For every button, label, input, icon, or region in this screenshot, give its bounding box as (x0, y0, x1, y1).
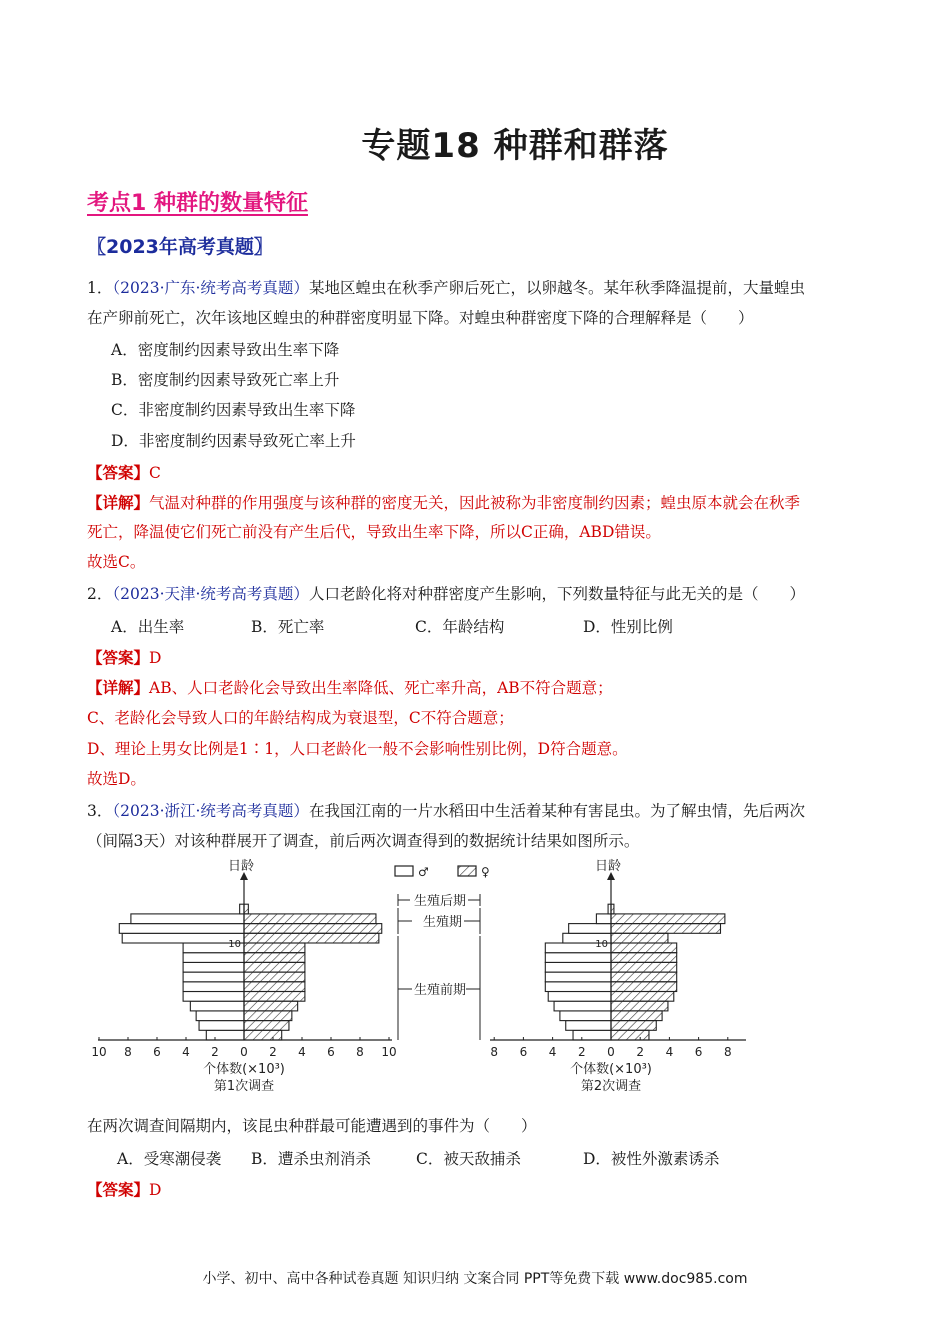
legend-male-swatch (395, 866, 413, 876)
male-bar (183, 992, 244, 1002)
legend-male-label: ♂ (418, 865, 429, 879)
chart-title: 第1次调查 (213, 1079, 275, 1094)
male-bar (183, 962, 244, 972)
female-bar (244, 1021, 289, 1031)
q3-number: 3． (87, 802, 113, 820)
x-tick-label: 2 (269, 1045, 277, 1059)
page-title: 专题18 种群和群落 (361, 126, 669, 166)
q3-source: （2023·浙江·统考高考真题） (112, 802, 309, 820)
x-tick-label: 6 (327, 1045, 335, 1059)
female-bar (611, 1021, 656, 1031)
male-bar (183, 972, 244, 982)
male-bar (190, 1001, 244, 1011)
legend-female-label: ♀ (481, 865, 490, 879)
q2-answer-label: 【答案】 (87, 648, 150, 667)
y-tick-label: 10 (595, 939, 608, 950)
q1-option-a: A．密度制约因素导致出生率下降 (111, 341, 340, 359)
q3-option-c: C．被天敌捕杀 (416, 1150, 521, 1168)
q1-detail-line2: 死亡，降温使它们死亡前没有产生后代，导致出生率下降，所以C正确，ABD错误。 (87, 523, 661, 541)
x-tick-label: 2 (636, 1045, 645, 1059)
legend-female-swatch (458, 866, 476, 876)
q3-age-pyramid-figure (80, 856, 780, 1111)
x-tick-label: 8 (124, 1045, 132, 1059)
female-bar (611, 962, 677, 972)
chart-2 (490, 856, 746, 1094)
x-tick-label: 0 (240, 1045, 248, 1059)
q2-option-a: A．出生率 (111, 618, 185, 636)
q1-detail-label: 【详解】 (87, 493, 150, 512)
female-bar (244, 1030, 282, 1040)
female-bar (244, 933, 379, 943)
chart-1 (91, 856, 396, 1094)
q2-detail-label: 【详解】 (87, 678, 150, 697)
female-bar (244, 972, 305, 982)
x-tick-label: 4 (298, 1045, 306, 1059)
x-tick-label: 8 (723, 1045, 732, 1059)
male-bar (548, 992, 611, 1002)
male-bar (545, 982, 611, 992)
x-axis-label: 个体数(×10³) (570, 1062, 652, 1077)
male-bar (545, 972, 611, 982)
q2-stem (87, 584, 805, 604)
chart-title: 第2次调查 (580, 1079, 642, 1094)
q2-number: 2． (87, 585, 113, 603)
male-bar (566, 1021, 611, 1031)
female-bar (611, 972, 677, 982)
stage-bracket-pre (398, 936, 480, 1040)
q2-option-b: B．死亡率 (251, 618, 325, 636)
q2-detail-line2: C、老龄化会导致人口的年龄结构成为衰退型，C不符合题意； (87, 709, 514, 727)
male-bar (573, 1030, 611, 1040)
female-bar (244, 962, 305, 972)
y-axis-label: 日龄 (228, 859, 255, 874)
q2-conclusion: 故选D。 (87, 770, 146, 788)
male-bar (183, 982, 244, 992)
q3-option-b: B．遭杀虫剂消杀 (251, 1150, 371, 1168)
q2-answer-value: D (149, 649, 162, 667)
q3-option-d: D．被性外激素诱杀 (583, 1150, 720, 1168)
male-bar (545, 962, 611, 972)
q1-detail-text-1: 气温对种群的作用强度与该种群的密度无关，因此被称为非密度制约因素；蝗虫原本就会在秋季 (149, 494, 801, 512)
male-bar (122, 933, 244, 943)
male-bar (131, 914, 244, 924)
female-bar (611, 1001, 668, 1011)
x-tick-label: 2 (577, 1045, 586, 1059)
q2-detail-line3: D、理论上男女比例是1∶1，人口老龄化一般不会影响性别比例，D符合题意。 (87, 740, 628, 758)
q2-answer (87, 648, 161, 668)
q3-stem-line2: （间隔3天）对该种群展开了调查，前后两次调查得到的数据统计结果如图所示。 (87, 832, 640, 850)
male-bar (240, 904, 244, 914)
female-bar (611, 1030, 649, 1040)
male-bar (545, 953, 611, 963)
q1-option-d: D．非密度制约因素导致死亡率上升 (111, 432, 356, 450)
male-bar (569, 924, 611, 934)
male-bar (119, 924, 244, 934)
male-bar (554, 1001, 611, 1011)
q1-text-1: 某地区蝗虫在秋季产卵后死亡，以卵越冬。某年秋季降温提前，大量蝗虫 (308, 279, 805, 297)
female-bar (611, 933, 668, 943)
female-bar (244, 943, 305, 953)
female-bar (244, 924, 382, 934)
x-tick-label: 2 (211, 1045, 219, 1059)
q1-stem-line1 (87, 278, 805, 298)
x-tick-label: 10 (91, 1045, 107, 1059)
female-bar (244, 914, 376, 924)
q2-source: （2023·天津·统考高考真题） (112, 585, 309, 603)
y-tick-label: 10 (228, 939, 241, 950)
section-heading: 考点1 种群的数量特征 (87, 191, 308, 216)
q3-answer-label: 【答案】 (87, 1180, 150, 1199)
q3-stem-line1 (87, 801, 805, 821)
x-tick-label: 8 (356, 1045, 364, 1059)
q1-number: 1． (87, 279, 113, 297)
female-bar (611, 1011, 662, 1021)
stage-label-pre-reproductive: 生殖前期 (414, 983, 467, 998)
q1-conclusion: 故选C。 (87, 553, 146, 571)
male-bar (183, 953, 244, 963)
female-bar (611, 992, 674, 1002)
x-tick-label: 4 (548, 1045, 557, 1059)
q1-stem-line2: 在产卵前死亡，次年该地区蝗虫的种群密度明显下降。对蝗虫种群密度下降的合理解释是（ ） (87, 309, 754, 327)
male-bar (199, 1021, 244, 1031)
x-tick-label: 6 (519, 1045, 528, 1059)
male-bar (196, 1011, 244, 1021)
y-axis-label: 日龄 (595, 859, 622, 874)
female-bar (244, 953, 305, 963)
male-bar (596, 914, 611, 924)
female-bar (244, 904, 248, 914)
female-bar (244, 982, 305, 992)
q1-detail-line1 (87, 493, 800, 513)
female-bar (244, 1011, 292, 1021)
stage-bracket-post (398, 893, 480, 909)
q1-source: （2023·广东·统考高考真题） (112, 279, 309, 297)
female-bar (611, 943, 677, 953)
female-bar (244, 1001, 298, 1011)
q2-detail-text-1: AB、人口老龄化会导致出生率降低、死亡率升高，AB不符合题意； (149, 679, 613, 697)
subsection-heading: 〖2023年高考真题〗 (87, 236, 273, 258)
q2-option-c: C．年龄结构 (415, 618, 505, 636)
female-bar (611, 982, 677, 992)
female-bar (611, 914, 725, 924)
stage-label-reproductive: 生殖期 (423, 915, 463, 930)
q1-answer (87, 463, 161, 483)
q1-option-c: C．非密度制约因素导致出生率下降 (111, 401, 356, 419)
x-tick-label: 4 (182, 1045, 190, 1059)
q1-answer-value: C (149, 464, 161, 482)
female-bar (244, 992, 305, 1002)
q1-option-b: B．密度制约因素导致死亡率上升 (111, 371, 340, 389)
q2-text: 人口老龄化将对种群密度产生影响，下列数量特征与此无关的是（ ） (308, 585, 805, 603)
x-tick-label: 4 (665, 1045, 674, 1059)
q2-option-d: D．性别比例 (583, 618, 673, 636)
x-axis-label: 个体数(×10³) (203, 1062, 285, 1077)
q3-question: 在两次调查间隔期内，该昆虫种群最可能遭遇到的事件为（ ） (87, 1117, 537, 1135)
x-tick-label: 10 (381, 1045, 397, 1059)
stage-bracket-reproductive (398, 908, 480, 934)
x-tick-label: 6 (694, 1045, 703, 1059)
q3-answer (87, 1180, 161, 1200)
page-footer: 小学、初中、高中各种试卷真题 知识归纳 文案合同 PPT等免费下载 www.doc985.com (202, 1271, 748, 1287)
q3-text-1: 在我国江南的一片水稻田中生活着某种有害昆虫。为了解虫情，先后两次 (308, 802, 805, 820)
x-tick-label: 8 (490, 1045, 499, 1059)
q3-answer-value: D (149, 1181, 162, 1199)
x-tick-label: 6 (153, 1045, 161, 1059)
q1-answer-label: 【答案】 (87, 463, 150, 482)
q3-option-a: A．受寒潮侵袭 (117, 1150, 222, 1168)
female-bar (611, 953, 677, 963)
stage-label-post-reproductive: 生殖后期 (414, 894, 467, 909)
male-bar (560, 1011, 611, 1021)
q2-detail-line1 (87, 678, 613, 698)
male-bar (206, 1030, 244, 1040)
female-bar (611, 924, 721, 934)
x-tick-label: 0 (607, 1045, 615, 1059)
